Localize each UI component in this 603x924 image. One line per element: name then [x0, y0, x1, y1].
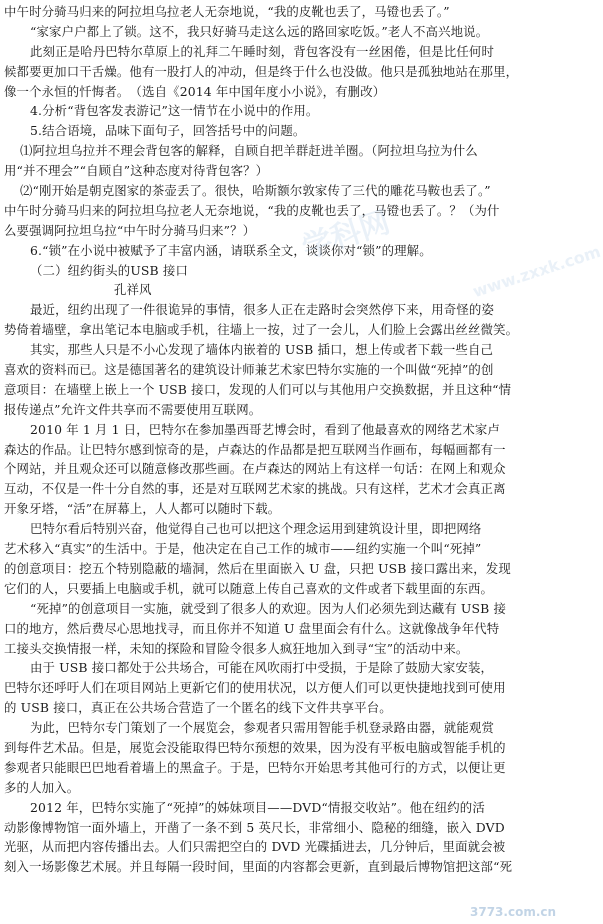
text-line: 多的人加入。 — [4, 779, 80, 795]
text-line: 中午时分骑马归来的阿拉坦乌拉老人无奈地说，“我的皮靴也丢了，马镫也丢了。？（为什 — [4, 202, 500, 218]
text-line: 其实，那些人只是不小心发现了墙体内嵌着的 USB 插口，想上传或者下载一些自己 — [30, 342, 494, 358]
text-line: ⑵“刚开始是朝克图家的茶壶丢了。很快，哈斯额尔敦家传了三代的雕花马鞍也丢了。” — [20, 183, 491, 199]
text-line: 的创意项目：挖五个特别隐蔽的墙洞，然后在里面嵌入 U 盘，只把 USB 接口露出来，发现 — [4, 560, 511, 576]
text-line: 中午时分骑马归来的阿拉坦乌拉老人无奈地说，“我的皮靴也丢了，马镫也丢了。” — [4, 4, 450, 19]
text-line: 口的地方，然后费尽心思地找寻，而且你并不知道 U 盘里面会有什么。这就像战争年代特 — [4, 620, 500, 636]
text-line: 森达的作品。让巴特尔感到惊奇的是，卢森达的作品都是把互联网当作画布，每幅画都有一 — [4, 441, 506, 457]
text-line: 此刻正是哈丹巴特尔草原上的礼拜二午睡时刻，背包客没有一丝困倦，但是比任何时 — [30, 43, 495, 59]
text-line: “家家户户都上了锁。这不，我只好骑马走这么远的路回家吃饭。”老人不高兴地说。 — [30, 23, 489, 39]
text-line: 么要强调阿拉坦乌拉“中午时分骑马归来”？） — [4, 222, 256, 238]
text-line: 用“并不理会”“自顾自”这种态度对待背包客？） — [4, 163, 269, 179]
text-line: 到每件艺术品。但是，展览会没能取得巴特尔预想的效果，因为没有平板电脑或智能手机的 — [4, 739, 506, 755]
text-line: 艺术移入“真实”的生活中。于是，他决定在自己工作的城市——纽约实施一个叫“死掉” — [4, 541, 482, 557]
text-line: 互动，不仅是一件十分自然的事，还是对互联网艺术家的挑战。只有这样，艺术才会真正离 — [4, 481, 506, 497]
text-line: 4.分析“背包客发表游记”这一情节在小说中的作用。 — [30, 103, 319, 119]
text-line: 意项目：在墙壁上嵌上一个 USB 接口，发现的人们可以与其他用户交换数据，并且这种“情 — [4, 381, 512, 397]
text-line: 像一个永恒的忏悔者。 （选自《2014 年中国年度小小说》，有删改） — [4, 83, 386, 99]
text-line: 由于 USB 接口都处于公共场合，可能在风吹雨打中受损，于是除了鼓励大家安装， — [30, 660, 494, 676]
text-line: 喜欢的资料而已。这是德国著名的建筑设计师兼艺术家巴特尔实施的一个叫做“死掉”的创 — [4, 362, 494, 378]
watermark-site: 3773.com.cn — [470, 905, 557, 919]
text-line: 个网站，并且观众还可以随意修改那些画。在卢森达的网站上有这样一句话：在网上和观众 — [4, 461, 506, 477]
text-line: 工接头交换情报一样，未知的探险和冒险令很多人疯狂地加入到寻“宝”的活动中来。 — [4, 640, 469, 656]
text-line: 开象牙塔，“活”在屏幕上，人人都可以随时下载。 — [4, 501, 281, 517]
text-line: 孔祥风 — [114, 282, 152, 298]
text-line: 刻入一场影像艺术展。并且每隔一段时间，里面的内容都会更新，直到最后博物馆把这部“死 — [4, 859, 513, 875]
text-line: 报传递点”允许文件共享而不需要使用互联网。 — [4, 401, 262, 417]
text-line: 光驱，从而把内容传播出去。人们只需把空白的 DVD 光碟插进去，几分钟后，里面就会被 — [4, 839, 506, 855]
text-line: “死掉”的创意项目一实施，就受到了很多人的欢迎。因为人们必须先到达藏有 USB 接 — [30, 600, 507, 616]
text-line: 动影像博物馆一面外墙上，开凿了一条不到 5 英尺长，非常细小、隐秘的细缝，嵌入 DVD — [4, 819, 505, 835]
text-line: 参观者只能眼巴巴地看着墙上的黑盒子。于是，巴特尔开始思考其他可行的方式，以便让更 — [4, 759, 506, 775]
text-line: 最近，纽约出现了一件很诡异的事情，很多人正在走路时会突然停下来，用奇怪的姿 — [30, 302, 495, 318]
text-line: 势倚着墙壁，拿出笔记本电脑或手机，往墙上一按，过了一会儿，人们脸上会露出丝丝微笑。 — [4, 322, 519, 338]
text-line: 为此，巴特尔专门策划了一个展览会，参观者只需用智能手机登录路由器，就能观赏 — [30, 720, 495, 736]
text-line: （二）纽约街头的USB 接口 — [30, 262, 188, 278]
text-line: 2010 年 1 月 1 日，巴特尔在参加墨西哥艺博会时，看到了他最喜欢的网络艺术家卢 — [30, 421, 500, 437]
text-line: 它们的人，只要插上电脑或手机，就可以随意上传自己喜欢的文件或者下载里面的东西。 — [4, 580, 494, 596]
watermark-url: www.zxxk.com — [470, 241, 603, 302]
text-line: 巴特尔看后特别兴奋，他觉得自己也可以把这个理念运用到建筑设计里，即把网络 — [30, 521, 482, 537]
text-line: 巴特尔还呼吁人们在项目网站上更新它们的使用状况，以方便人们可以更快捷地找到可使用 — [4, 680, 506, 696]
text-line: 5.结合语境，品味下面句子，回答括号中的问题。 — [30, 123, 306, 139]
document-page — [4, 2, 550, 877]
text-line: 6.“锁”在小说中被赋予了丰富内涵，请联系全文，谈谈你对“锁”的理解。 — [30, 242, 432, 258]
text-line: ⑴阿拉坦乌拉并不理会背包客的解释，自顾自把羊群赶进羊圈。（阿拉坦乌拉为什么 — [20, 143, 478, 159]
text-line: 2012 年，巴特尔实施了“死掉”的姊妹项目——DVD“情报交收站”。他在纽约的活 — [30, 799, 485, 815]
text-line: 候都要更加口干舌燥。他有一股打人的冲动，但是终于什么也没做。他只是孤独地站在那里， — [4, 63, 519, 79]
watermark-text: 学科网 — [297, 204, 395, 266]
text-line: 的 USB 接口，真正在公共场合营造了一个匿名的线下文件共享平台。 — [4, 700, 392, 716]
